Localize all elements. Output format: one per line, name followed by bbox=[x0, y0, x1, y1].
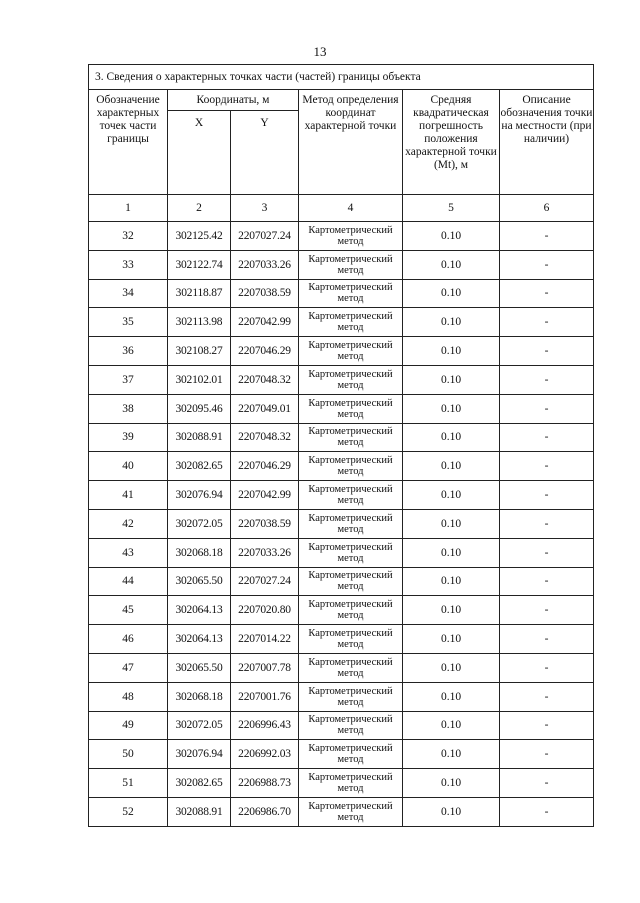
table-row bbox=[89, 452, 594, 481]
point-cell: 44 bbox=[89, 567, 168, 596]
method-cell bbox=[299, 452, 403, 481]
method-line-1: Картометрический bbox=[308, 397, 393, 409]
method-cell bbox=[299, 222, 403, 251]
table-row bbox=[89, 250, 594, 279]
method-line-1: Картометрический bbox=[308, 599, 393, 611]
method-cell bbox=[299, 481, 403, 510]
method-line-1: Картометрический bbox=[308, 368, 393, 380]
method-line-2: метод bbox=[337, 293, 364, 305]
point-cell: 39 bbox=[89, 423, 168, 452]
y-coordinate-cell: 2207042.99 bbox=[231, 481, 299, 510]
error-cell: 0.10 bbox=[403, 308, 500, 337]
x-coordinate-cell: 302082.65 bbox=[168, 452, 231, 481]
description-cell: - bbox=[500, 423, 594, 452]
x-coordinate-cell: 302068.18 bbox=[168, 682, 231, 711]
error-cell: 0.10 bbox=[403, 740, 500, 769]
error-cell: 0.10 bbox=[403, 481, 500, 510]
error-cell: 0.10 bbox=[403, 567, 500, 596]
method-line-1: Картометрический bbox=[308, 224, 393, 236]
error-cell: 0.10 bbox=[403, 222, 500, 251]
y-coordinate-cell: 2207014.22 bbox=[231, 625, 299, 654]
method-cell bbox=[299, 740, 403, 769]
table-row bbox=[89, 769, 594, 798]
description-cell: - bbox=[500, 567, 594, 596]
point-cell: 45 bbox=[89, 596, 168, 625]
method-line-2: метод bbox=[337, 667, 364, 679]
description-cell: - bbox=[500, 538, 594, 567]
method-line-1: Картометрический bbox=[308, 484, 393, 496]
error-cell: 0.10 bbox=[403, 538, 500, 567]
y-coordinate-cell: 2206988.73 bbox=[231, 769, 299, 798]
y-coordinate-cell: 2207042.99 bbox=[231, 308, 299, 337]
method-cell bbox=[299, 423, 403, 452]
method-cell bbox=[299, 596, 403, 625]
x-coordinate-cell: 302064.13 bbox=[168, 596, 231, 625]
y-coordinate-cell: 2206996.43 bbox=[231, 711, 299, 740]
method-line-2: метод bbox=[337, 351, 364, 363]
method-line-1: Картометрический bbox=[308, 772, 393, 784]
y-coordinate-cell: 2207001.76 bbox=[231, 682, 299, 711]
description-cell: - bbox=[500, 596, 594, 625]
method-cell bbox=[299, 279, 403, 308]
column-number: 2 bbox=[168, 195, 231, 222]
table-row bbox=[89, 279, 594, 308]
error-cell: 0.10 bbox=[403, 653, 500, 682]
y-coordinate-cell: 2207046.29 bbox=[231, 452, 299, 481]
method-line-2: метод bbox=[337, 264, 364, 276]
point-cell: 51 bbox=[89, 769, 168, 798]
x-coordinate-cell: 302122.74 bbox=[168, 250, 231, 279]
y-coordinate-cell: 2207048.32 bbox=[231, 423, 299, 452]
error-cell: 0.10 bbox=[403, 596, 500, 625]
description-cell: - bbox=[500, 653, 594, 682]
y-coordinate-cell: 2207007.78 bbox=[231, 653, 299, 682]
column-number: 5 bbox=[403, 195, 500, 222]
point-cell: 36 bbox=[89, 337, 168, 366]
method-cell bbox=[299, 797, 403, 826]
method-line-2: метод bbox=[337, 754, 364, 766]
method-line-2: метод bbox=[337, 581, 364, 593]
method-line-1: Картометрический bbox=[308, 512, 393, 524]
method-cell bbox=[299, 538, 403, 567]
method-line-1: Картометрический bbox=[308, 426, 393, 438]
method-cell bbox=[299, 308, 403, 337]
point-cell: 43 bbox=[89, 538, 168, 567]
method-line-1: Картометрический bbox=[308, 800, 393, 812]
method-line-1: Картометрический bbox=[308, 570, 393, 582]
method-line-2: метод bbox=[337, 610, 364, 622]
y-coordinate-cell: 2207048.32 bbox=[231, 365, 299, 394]
table-row bbox=[89, 740, 594, 769]
method-line-2: метод bbox=[337, 235, 364, 247]
table-row bbox=[89, 337, 594, 366]
method-cell bbox=[299, 567, 403, 596]
column-number: 3 bbox=[231, 195, 299, 222]
point-cell: 32 bbox=[89, 222, 168, 251]
description-cell: - bbox=[500, 682, 594, 711]
method-line-2: метод bbox=[337, 379, 364, 391]
point-cell: 50 bbox=[89, 740, 168, 769]
method-line-1: Картометрический bbox=[308, 541, 393, 553]
x-coordinate-cell: 302102.01 bbox=[168, 365, 231, 394]
method-cell bbox=[299, 394, 403, 423]
table-row bbox=[89, 682, 594, 711]
method-line-2: метод bbox=[337, 466, 364, 478]
point-cell: 47 bbox=[89, 653, 168, 682]
column-number: 4 bbox=[299, 195, 403, 222]
table-row bbox=[89, 625, 594, 654]
method-line-2: метод bbox=[337, 552, 364, 564]
point-cell: 38 bbox=[89, 394, 168, 423]
point-cell: 49 bbox=[89, 711, 168, 740]
method-line-1: Картометрический bbox=[308, 714, 393, 726]
x-coordinate-cell: 302072.05 bbox=[168, 711, 231, 740]
description-cell: - bbox=[500, 711, 594, 740]
header-x: X bbox=[168, 111, 231, 195]
header-method: Метод определения координат характерной точки bbox=[299, 90, 403, 195]
description-cell: - bbox=[500, 481, 594, 510]
header-error: Средняя квадратическая погрешность положения характерной точки (Mt), м bbox=[403, 90, 500, 195]
y-coordinate-cell: 2207049.01 bbox=[231, 394, 299, 423]
method-line-2: метод bbox=[337, 437, 364, 449]
x-coordinate-cell: 302076.94 bbox=[168, 740, 231, 769]
y-coordinate-cell: 2207020.80 bbox=[231, 596, 299, 625]
point-cell: 42 bbox=[89, 509, 168, 538]
method-cell bbox=[299, 711, 403, 740]
y-coordinate-cell: 2207027.24 bbox=[231, 222, 299, 251]
table-row bbox=[89, 423, 594, 452]
method-line-1: Картометрический bbox=[308, 253, 393, 265]
description-cell: - bbox=[500, 222, 594, 251]
y-coordinate-cell: 2206992.03 bbox=[231, 740, 299, 769]
error-cell: 0.10 bbox=[403, 365, 500, 394]
table-row bbox=[89, 538, 594, 567]
error-cell: 0.10 bbox=[403, 452, 500, 481]
x-coordinate-cell: 302113.98 bbox=[168, 308, 231, 337]
column-number: 6 bbox=[500, 195, 594, 222]
point-cell: 37 bbox=[89, 365, 168, 394]
header-coords: Координаты, м bbox=[168, 90, 299, 111]
header-y: Y bbox=[231, 111, 299, 195]
header-point: Обозначение характерных точек части границы bbox=[89, 90, 168, 195]
page-number: 13 bbox=[313, 44, 327, 59]
description-cell: - bbox=[500, 740, 594, 769]
boundary-points-table bbox=[88, 64, 594, 827]
point-cell: 41 bbox=[89, 481, 168, 510]
method-cell bbox=[299, 769, 403, 798]
point-cell: 40 bbox=[89, 452, 168, 481]
column-number-row bbox=[89, 195, 594, 222]
y-coordinate-cell: 2207038.59 bbox=[231, 509, 299, 538]
x-coordinate-cell: 302065.50 bbox=[168, 653, 231, 682]
point-cell: 34 bbox=[89, 279, 168, 308]
method-line-1: Картометрический bbox=[308, 743, 393, 755]
y-coordinate-cell: 2207027.24 bbox=[231, 567, 299, 596]
error-cell: 0.10 bbox=[403, 337, 500, 366]
table-row bbox=[89, 481, 594, 510]
method-line-2: метод bbox=[337, 408, 364, 420]
x-coordinate-cell: 302108.27 bbox=[168, 337, 231, 366]
table-row bbox=[89, 711, 594, 740]
table-row bbox=[89, 509, 594, 538]
table-row bbox=[89, 567, 594, 596]
description-cell: - bbox=[500, 394, 594, 423]
method-line-2: метод bbox=[337, 811, 364, 823]
x-coordinate-cell: 302064.13 bbox=[168, 625, 231, 654]
x-coordinate-cell: 302068.18 bbox=[168, 538, 231, 567]
x-coordinate-cell: 302088.91 bbox=[168, 797, 231, 826]
description-cell: - bbox=[500, 337, 594, 366]
description-cell: - bbox=[500, 625, 594, 654]
method-cell bbox=[299, 250, 403, 279]
description-cell: - bbox=[500, 365, 594, 394]
description-cell: - bbox=[500, 308, 594, 337]
method-cell bbox=[299, 365, 403, 394]
x-coordinate-cell: 302125.42 bbox=[168, 222, 231, 251]
x-coordinate-cell: 302118.87 bbox=[168, 279, 231, 308]
description-cell: - bbox=[500, 769, 594, 798]
y-coordinate-cell: 2207033.26 bbox=[231, 538, 299, 567]
table-row bbox=[89, 394, 594, 423]
method-line-1: Картометрический bbox=[308, 311, 393, 323]
error-cell: 0.10 bbox=[403, 279, 500, 308]
x-coordinate-cell: 302065.50 bbox=[168, 567, 231, 596]
description-cell: - bbox=[500, 797, 594, 826]
point-cell: 48 bbox=[89, 682, 168, 711]
description-cell: - bbox=[500, 452, 594, 481]
method-line-1: Картометрический bbox=[308, 340, 393, 352]
method-line-2: метод bbox=[337, 696, 364, 708]
method-line-1: Картометрический bbox=[308, 656, 393, 668]
x-coordinate-cell: 302095.46 bbox=[168, 394, 231, 423]
table-row bbox=[89, 365, 594, 394]
method-cell bbox=[299, 682, 403, 711]
description-cell: - bbox=[500, 250, 594, 279]
method-cell bbox=[299, 337, 403, 366]
method-line-1: Картометрический bbox=[308, 628, 393, 640]
method-line-2: метод bbox=[337, 639, 364, 651]
method-line-2: метод bbox=[337, 495, 364, 507]
y-coordinate-cell: 2207038.59 bbox=[231, 279, 299, 308]
point-cell: 46 bbox=[89, 625, 168, 654]
point-cell: 52 bbox=[89, 797, 168, 826]
table-row bbox=[89, 222, 594, 251]
description-cell: - bbox=[500, 509, 594, 538]
description-cell: - bbox=[500, 279, 594, 308]
error-cell: 0.10 bbox=[403, 769, 500, 798]
method-line-2: метод bbox=[337, 523, 364, 535]
method-line-1: Картометрический bbox=[308, 685, 393, 697]
error-cell: 0.10 bbox=[403, 509, 500, 538]
table-row bbox=[89, 797, 594, 826]
method-line-1: Картометрический bbox=[308, 282, 393, 294]
column-number: 1 bbox=[89, 195, 168, 222]
x-coordinate-cell: 302088.91 bbox=[168, 423, 231, 452]
x-coordinate-cell: 302082.65 bbox=[168, 769, 231, 798]
error-cell: 0.10 bbox=[403, 711, 500, 740]
error-cell: 0.10 bbox=[403, 797, 500, 826]
method-line-2: метод bbox=[337, 783, 364, 795]
header-description: Описание обозначения точки на местности (при наличии) bbox=[500, 90, 594, 195]
y-coordinate-cell: 2206986.70 bbox=[231, 797, 299, 826]
section-title: 3. Сведения о характерных точках части (частей) границы объекта bbox=[89, 65, 594, 90]
method-line-1: Картометрический bbox=[308, 455, 393, 467]
error-cell: 0.10 bbox=[403, 250, 500, 279]
point-cell: 35 bbox=[89, 308, 168, 337]
error-cell: 0.10 bbox=[403, 394, 500, 423]
header-row bbox=[89, 90, 594, 111]
x-coordinate-cell: 302076.94 bbox=[168, 481, 231, 510]
table-row bbox=[89, 308, 594, 337]
point-cell: 33 bbox=[89, 250, 168, 279]
method-line-2: метод bbox=[337, 725, 364, 737]
method-cell bbox=[299, 625, 403, 654]
error-cell: 0.10 bbox=[403, 682, 500, 711]
table-row bbox=[89, 653, 594, 682]
table-row bbox=[89, 596, 594, 625]
method-line-2: метод bbox=[337, 322, 364, 334]
x-coordinate-cell: 302072.05 bbox=[168, 509, 231, 538]
method-cell bbox=[299, 509, 403, 538]
method-cell bbox=[299, 653, 403, 682]
table-caption-row bbox=[89, 65, 594, 90]
y-coordinate-cell: 2207046.29 bbox=[231, 337, 299, 366]
error-cell: 0.10 bbox=[403, 423, 500, 452]
y-coordinate-cell: 2207033.26 bbox=[231, 250, 299, 279]
error-cell: 0.10 bbox=[403, 625, 500, 654]
